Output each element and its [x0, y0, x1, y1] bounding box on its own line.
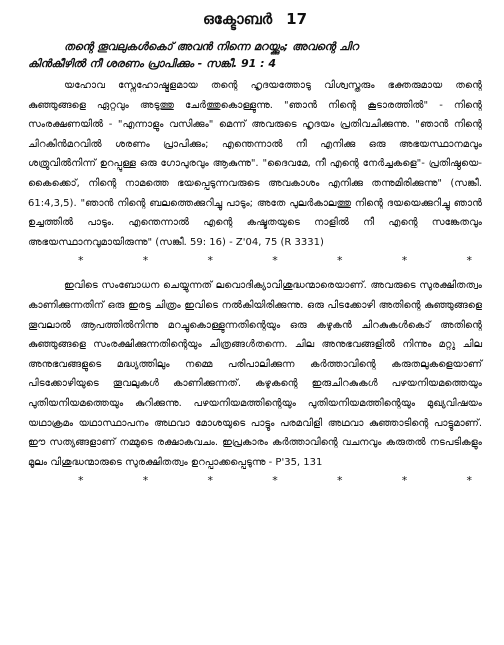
star: *	[207, 254, 213, 268]
paragraph-2-text: ഇവിടെ സംബോധന ചെയ്യുന്നത് ലവൊദിക്യാവിശുദ്ധന്മാരെയാണ്. അവരുടെ സുരക്ഷിതത്വം കാണിക്കുന്നതിന് ഒരു ഇരട്ട ചിത്രം ഇവിടെ നൽകിയിരിക്കുന്നു. ഒരു പിടക്കോഴി അതിന്റെ കുഞ്ഞുങ്ങളെ തൂവലാൽ ആപത്തിൽനിന്നു മറച്ചുകൊള്ളുന്നതിന്റെയും ഒരു കഴുകൻ ചിറകുകൾകൊ് അതിന്റെ കുഞ്ഞുങ്ങളെ സംരക്ഷിക്കുന്നതിന്റെയും ചിത്രങ്ങൾതന്നെ. ചില അനുഭവങ്ങളിൽ നിന്നും മറ്റു ചില അനുഭവങ്ങളുടെ മദ്ധ്യത്തിലും നമ്മെ പരിപാലിക്കുന്ന കർത്താവിന്റെ കരുതലുകളെയാണ് പിടക്കോഴിയുടെ തൂവലുകൾ കാണിക്കുന്നത്. കഴുകന്റെ ഇരുചിറകുകൾ പഴയനിയമത്തെയും പുതിയനിയമത്തെയും കുറിക്കുന്നു. പഴയനിയമത്തിന്റെയും പുതിയനിയമത്തിന്റെയും മുഖ്യവിഷയം യഥാക്രമം യഥാസ്ഥാപനം അഥവാ മോശയുടെ പാട്ടും പരമവിളി അഥവാ കുഞ്ഞാടിന്റെ പാട്ടുമാണ്. ഈ സത്യങ്ങളാണ് നമ്മുടെ രക്ഷാകവചം. ഇപ്രകാരം കർത്താവിന്റെ വചനവും കരുതൽ നടപടികളും മൂലം വിശുദ്ധന്മാരുടെ സുരക്ഷിതത്വം ഉറപ്പാക്കപ്പെടുന്നു - P'35, 131	[28, 280, 482, 468]
page-header	[28, 6, 482, 32]
paragraph-2	[28, 276, 482, 472]
star: *	[401, 254, 408, 268]
star: *	[142, 474, 149, 488]
star: *	[466, 474, 472, 488]
paragraph-1	[28, 76, 482, 252]
star: *	[337, 474, 343, 488]
verse-line-1: തന്റെ തൂവലുകൾകൊ് അവൻ നിന്നെ മറയ്ക്കും; അവന്റെ ചിറ	[64, 40, 359, 53]
star: *	[272, 254, 278, 268]
star: *	[78, 254, 84, 268]
star-separator-2	[28, 472, 482, 490]
star-separator-1	[28, 252, 482, 270]
star: *	[401, 474, 408, 488]
theme-verse	[28, 38, 482, 72]
star: *	[142, 254, 149, 268]
paragraph-1-text: യഹോവ സ്നേഹോഷ്മളമായ തന്റെ ഹൃദയത്തോടു വിശ്വസ്തരും ഭക്തരുമായ തന്റെ കുഞ്ഞുങ്ങളെ ഏറ്റവും അടുത്തു ചേർത്തുകൊള്ളുന്നു. "ഞാൻ നിന്റെ കൂടാരത്തിൽ" - നിന്റെ സംരക്ഷണയിൽ - "എന്നാളും വസിക്കും" മെന്ന് അവരുടെ ഹൃദയം പ്രതിവചിക്കുന്നു. "ഞാൻ നിന്റെ ചിറകിൻമറവിൽ ശരണം പ്രാപിക്കും; എന്തെന്നാൽ നീ എനിക്കു ഒരു അഭയസ്ഥാനമവും ശത്രുവിൽനിന്ന് ഉറപ്പുള്ള ഒരു ഗോപുരവും ആകുന്നു". "ദൈവമേ, നീ എന്റെ നേർച്ചകളെ"- പ്രതിഷ്ഠയെ- കൈക്കൊ്, നിന്റെ നാമത്തെ ഭയപ്പെടുന്നവരുടെ അവകാശം എനിക്കു തന്നുമിരിക്കുന്നു" (സങ്കീ. 61:4,3,5). "ഞാൻ നിന്റെ ബലത്തെക്കുറിച്ചു പാടും; അതേ പുലർകാലത്തു നിന്റെ ദയയെക്കുറിച്ചു ഞാൻ ഉച്ചത്തിൽ പാടും. എന്തെന്നാൽ എന്റെ കഷ്ടതയുടെ നാളിൽ നീ എന്റെ സങ്കേതവും അഭയസ്ഥാനവുമായിരുന്നു" (സങ്കീ. 59: 16) - Z'04, 75 (R 3331)	[28, 80, 482, 248]
star: *	[272, 474, 278, 488]
star: *	[78, 474, 84, 488]
star: *	[466, 254, 472, 268]
verse-line-2: കിൻകീഴിൽ നീ ശരണം പ്രാപിക്കും - സങ്കീ. 91 : 4	[28, 57, 277, 70]
header-month: ഒക്ടോബർ	[202, 10, 273, 28]
star: *	[337, 254, 343, 268]
header-day: 17	[286, 10, 308, 28]
star: *	[207, 474, 213, 488]
